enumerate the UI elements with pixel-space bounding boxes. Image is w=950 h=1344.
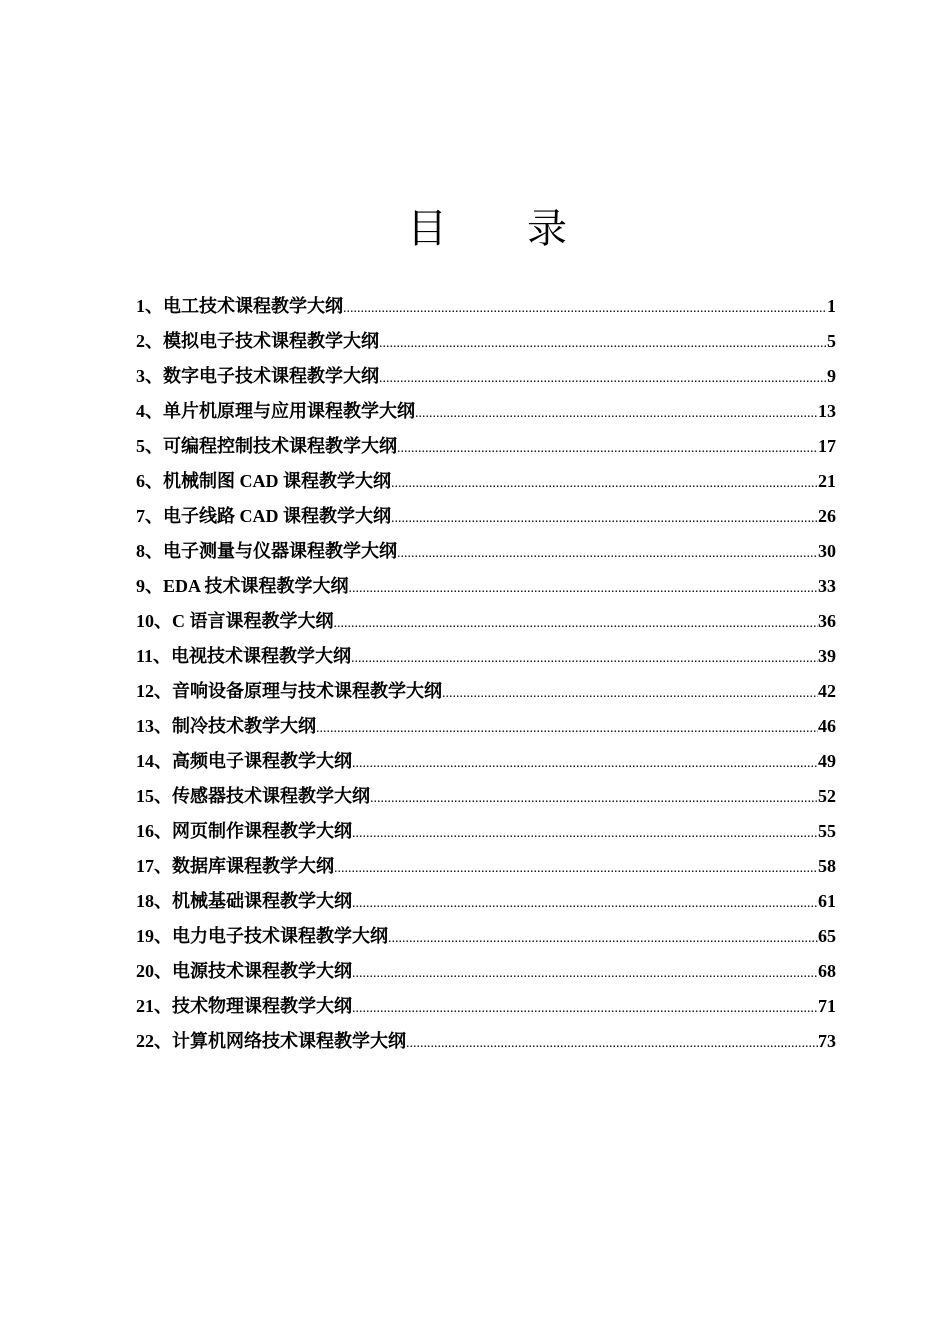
- toc-entry[interactable]: [136, 534, 836, 569]
- toc-entry-page-number: 42: [818, 681, 836, 701]
- toc-entry[interactable]: [136, 289, 836, 324]
- toc-entry-page-number: 73: [818, 1031, 836, 1051]
- toc-entry-label: 6、机械制图 CAD 课程教学大纲: [136, 471, 391, 491]
- toc-entry-page-number: 17: [818, 436, 836, 456]
- toc-entry-page-number: 65: [818, 926, 836, 946]
- toc-dot-leader: [352, 956, 818, 991]
- toc-entry[interactable]: [136, 429, 836, 464]
- toc-dot-leader: [334, 606, 819, 641]
- toc-entry-label: 19、电力电子技术课程教学大纲: [136, 926, 388, 946]
- toc-dot-leader: [352, 816, 818, 851]
- toc-entry-page-number: 9: [827, 366, 836, 386]
- toc-entry[interactable]: [136, 464, 836, 499]
- toc-entry-label: 9、EDA 技术课程教学大纲: [136, 576, 349, 596]
- toc-dot-leader: [388, 921, 818, 956]
- toc-entry[interactable]: [136, 324, 836, 359]
- toc-entry-label: 5、可编程控制技术课程教学大纲: [136, 436, 397, 456]
- toc-entry[interactable]: [136, 674, 836, 709]
- toc-entry-label: 7、电子线路 CAD 课程教学大纲: [136, 506, 391, 526]
- toc-entry-label: 22、计算机网络技术课程教学大纲: [136, 1031, 406, 1051]
- toc-entry-page-number: 5: [827, 331, 836, 351]
- toc-entry-label: 20、电源技术课程教学大纲: [136, 961, 352, 981]
- toc-entry[interactable]: [136, 884, 836, 919]
- toc-dot-leader: [352, 746, 818, 781]
- toc-entry[interactable]: [136, 569, 836, 604]
- title-char-left: 目: [407, 205, 449, 252]
- toc-dot-leader: [349, 571, 818, 606]
- toc-entry-page-number: 55: [818, 821, 836, 841]
- toc-entry-page-number: 26: [818, 506, 836, 526]
- toc-entry-page-number: 39: [818, 646, 836, 666]
- toc-entry[interactable]: [136, 639, 836, 674]
- table-of-contents: [136, 289, 836, 1059]
- toc-entry-label: 2、模拟电子技术课程教学大纲: [136, 331, 379, 351]
- toc-dot-leader: [352, 991, 818, 1026]
- toc-entry-label: 18、机械基础课程教学大纲: [136, 891, 352, 911]
- toc-entry-page-number: 71: [818, 996, 836, 1016]
- toc-entry[interactable]: [136, 1024, 836, 1059]
- toc-entry-label: 13、制冷技术教学大纲: [136, 716, 316, 736]
- toc-dot-leader: [352, 886, 818, 921]
- page-title: [0, 199, 950, 259]
- toc-dot-leader: [370, 781, 818, 816]
- toc-dot-leader: [316, 711, 818, 746]
- toc-entry-page-number: 36: [818, 611, 836, 631]
- toc-dot-leader: [442, 676, 818, 711]
- toc-entry-page-number: 52: [818, 786, 836, 806]
- toc-entry[interactable]: [136, 849, 836, 884]
- toc-entry-label: 10、C 语言课程教学大纲: [136, 611, 334, 631]
- toc-entry[interactable]: [136, 919, 836, 954]
- toc-entry-label: 3、数字电子技术课程教学大纲: [136, 366, 379, 386]
- toc-dot-leader: [351, 641, 818, 676]
- toc-entry[interactable]: [136, 779, 836, 814]
- toc-dot-leader: [391, 501, 818, 536]
- toc-entry-page-number: 49: [818, 751, 836, 771]
- toc-entry-label: 4、单片机原理与应用课程教学大纲: [136, 401, 415, 421]
- toc-entry-label: 21、技术物理课程教学大纲: [136, 996, 352, 1016]
- toc-entry-page-number: 46: [818, 716, 836, 736]
- toc-entry-label: 11、电视技术课程教学大纲: [136, 646, 352, 666]
- toc-entry-page-number: 30: [818, 541, 836, 561]
- toc-dot-leader: [343, 291, 827, 326]
- toc-entry-label: 15、传感器技术课程教学大纲: [136, 786, 370, 806]
- toc-dot-leader: [406, 1026, 818, 1061]
- toc-entry-page-number: 68: [818, 961, 836, 981]
- toc-entry-label: 16、网页制作课程教学大纲: [136, 821, 352, 841]
- toc-dot-leader: [334, 851, 818, 886]
- toc-dot-leader: [379, 361, 827, 396]
- toc-dot-leader: [391, 466, 818, 501]
- toc-entry-label: 12、音响设备原理与技术课程教学大纲: [136, 681, 442, 701]
- title-char-right: 录: [527, 205, 569, 252]
- toc-entry-page-number: 13: [818, 401, 836, 421]
- toc-entry[interactable]: [136, 954, 836, 989]
- toc-entry-label: 14、高频电子课程教学大纲: [136, 751, 352, 771]
- toc-entry[interactable]: [136, 499, 836, 534]
- toc-entry-page-number: 21: [818, 471, 836, 491]
- toc-entry[interactable]: [136, 394, 836, 429]
- toc-dot-leader: [415, 396, 818, 431]
- toc-entry[interactable]: [136, 359, 836, 394]
- toc-entry[interactable]: [136, 744, 836, 779]
- toc-entry-page-number: 1: [827, 296, 836, 316]
- toc-entry[interactable]: [136, 814, 836, 849]
- toc-entry[interactable]: [136, 604, 836, 639]
- toc-entry-label: 1、电工技术课程教学大纲: [136, 296, 343, 316]
- toc-entry-page-number: 58: [818, 856, 836, 876]
- toc-entry[interactable]: [136, 989, 836, 1024]
- toc-entry-page-number: 33: [818, 576, 836, 596]
- toc-entry-label: 8、电子测量与仪器课程教学大纲: [136, 541, 397, 561]
- toc-entry-page-number: 61: [818, 891, 836, 911]
- toc-dot-leader: [397, 431, 818, 466]
- toc-entry[interactable]: [136, 709, 836, 744]
- toc-dot-leader: [397, 536, 818, 571]
- toc-dot-leader: [379, 326, 827, 361]
- toc-entry-label: 17、数据库课程教学大纲: [136, 856, 334, 876]
